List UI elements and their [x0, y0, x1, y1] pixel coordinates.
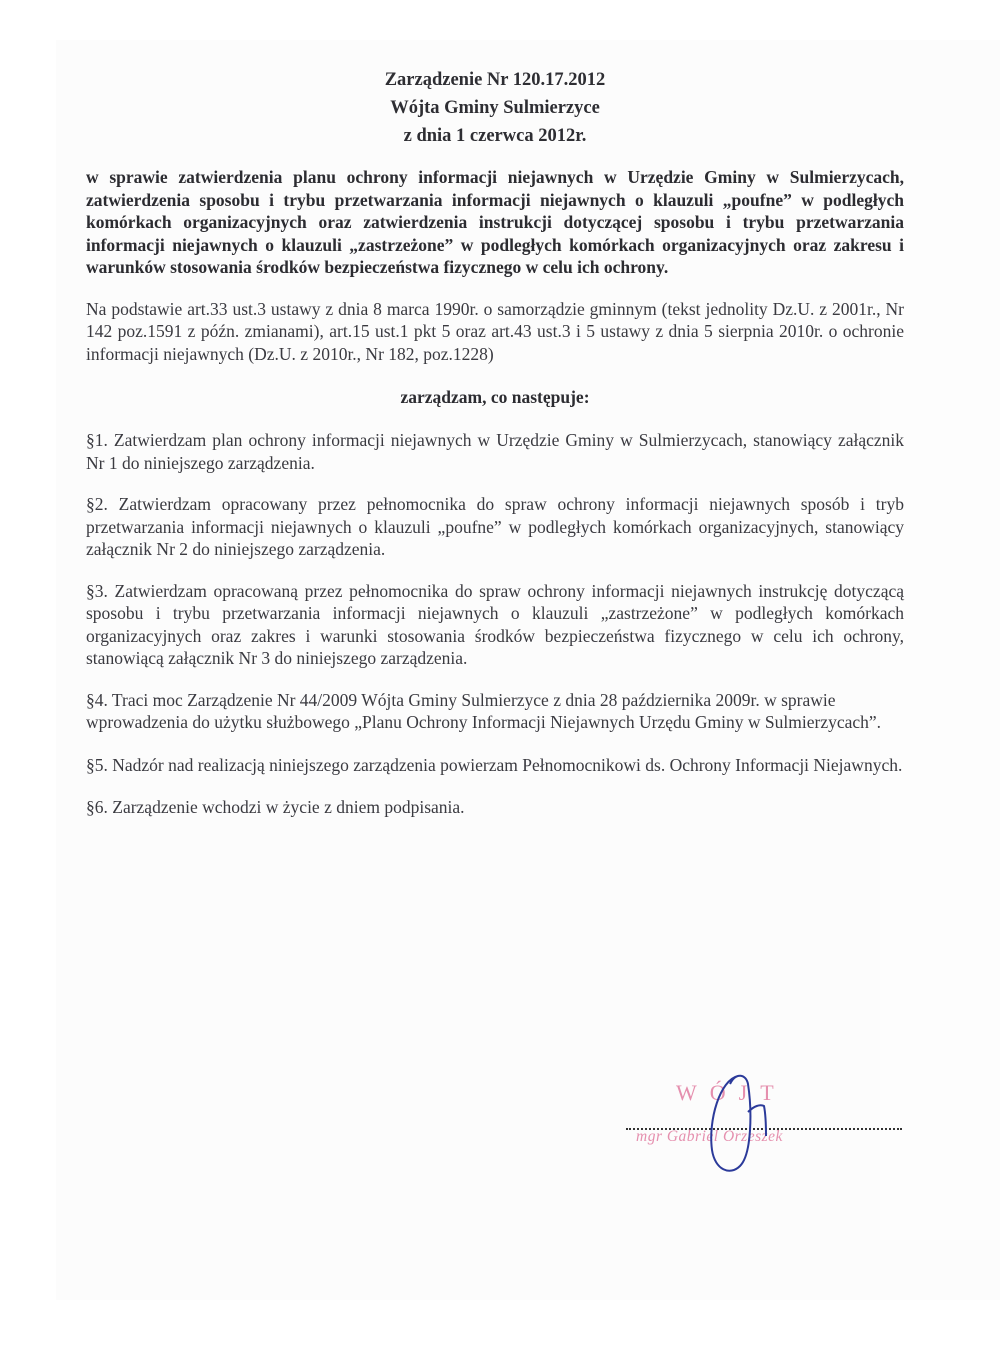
- issue-date: z dnia 1 czerwca 2012r.: [403, 126, 587, 146]
- paragraph-4: §4. Traci moc Zarządzenie Nr 44/2009 Wójta Gminy Sulmierzyce z dnia 28 października 2009r. w sprawie wprowadzenia do użytku służbowego „Planu Ochrony Informacji Niejawnych Urzędu Gminy w Sulmierzycach”.: [86, 689, 882, 733]
- paragraph-6: §6. Zarządzenie wchodzi w życie z dniem podpisania.: [86, 797, 465, 818]
- paragraph-1: §1. Zatwierdzam plan ochrony informacji niejawnych w Urzędzie Gminy w Sulmierzycach, stanowiący załącznik Nr 1 do niniejszego zarządzenia.: [86, 430, 904, 473]
- ordinance-number: Zarządzenie Nr 120.17.2012: [384, 70, 606, 90]
- signature-block: [620, 1070, 910, 1190]
- legal-basis: Na podstawie art.33 ust.3 ustawy z dnia 8 marca 1990r. o samorządzie gminnym (tekst jednolity Dz.U. z 2001r., Nr 142 poz.1591 z późn. zmianami), art.15 ust.1 pkt 5 oraz art.43 ust.3 i 5 ustawy z dnia 5 sierpnia 2010r. o ochronie informacji niejawnych (Dz.U. z 2010r., Nr 182, poz.1228): [86, 298, 904, 364]
- issuer: Wójta Gminy Sulmierzyce: [390, 98, 600, 118]
- paragraph-3: §3. Zatwierdzam opracowaną przez pełnomocnika do spraw ochrony informacji niejawnych instrukcję dotyczącą sposobu i trybu przetwarzania informacji niejawnych o klauzuli „zastrzeżone” w podległych komórkach organizacyjnych oraz zakres i warunki stosowania środków bezpieczeństwa fizycznego w celu ich ochrony, stanowiącą załącznik Nr 3 do niniejszego zarządzenia.: [86, 580, 904, 669]
- handwritten-signature-icon: [690, 1070, 800, 1180]
- document-header: [86, 66, 904, 150]
- ordinance-subject: w sprawie zatwierdzenia planu ochrony informacji niejawnych w Urzędzie Gminy w Sulmierzycach, zatwierdzenia sposobu i trybu przetwarzania informacji niejawnych o klauzuli „poufne” w podległych komórkach organizacyjnych oraz zatwierdzenia instrukcji dotyczącej sposobu i trybu przetwarzania informacji niejawnych o klauzuli „zastrzeżone” w podległych komórkach organizacyjnych oraz zakresu i warunków stosowania środków bezpieczeństwa fizycznego w celu ich ochrony.: [86, 167, 904, 278]
- paragraph-2: §2. Zatwierdzam opracowany przez pełnomocnika do spraw ochrony informacji niejawnych sposób i tryb przetwarzania informacji niejawnych o klauzuli „poufne” w podległych komórkach organizacyjnych, stanowiący załącznik Nr 2 do niniejszego zarządzenia.: [86, 494, 904, 560]
- stamp-name: mgr Gabriel Orzeszek: [636, 1128, 783, 1145]
- document-body: [86, 66, 904, 819]
- stamp-title: WÓJT: [676, 1080, 787, 1105]
- decree-heading: zarządzam, co następuje:: [400, 387, 590, 408]
- paragraph-5: §5. Nadzór nad realizacją niniejszego zarządzenia powierzam Pełnomocnikowi ds. Ochrony Informacji Niejawnych.: [86, 754, 903, 775]
